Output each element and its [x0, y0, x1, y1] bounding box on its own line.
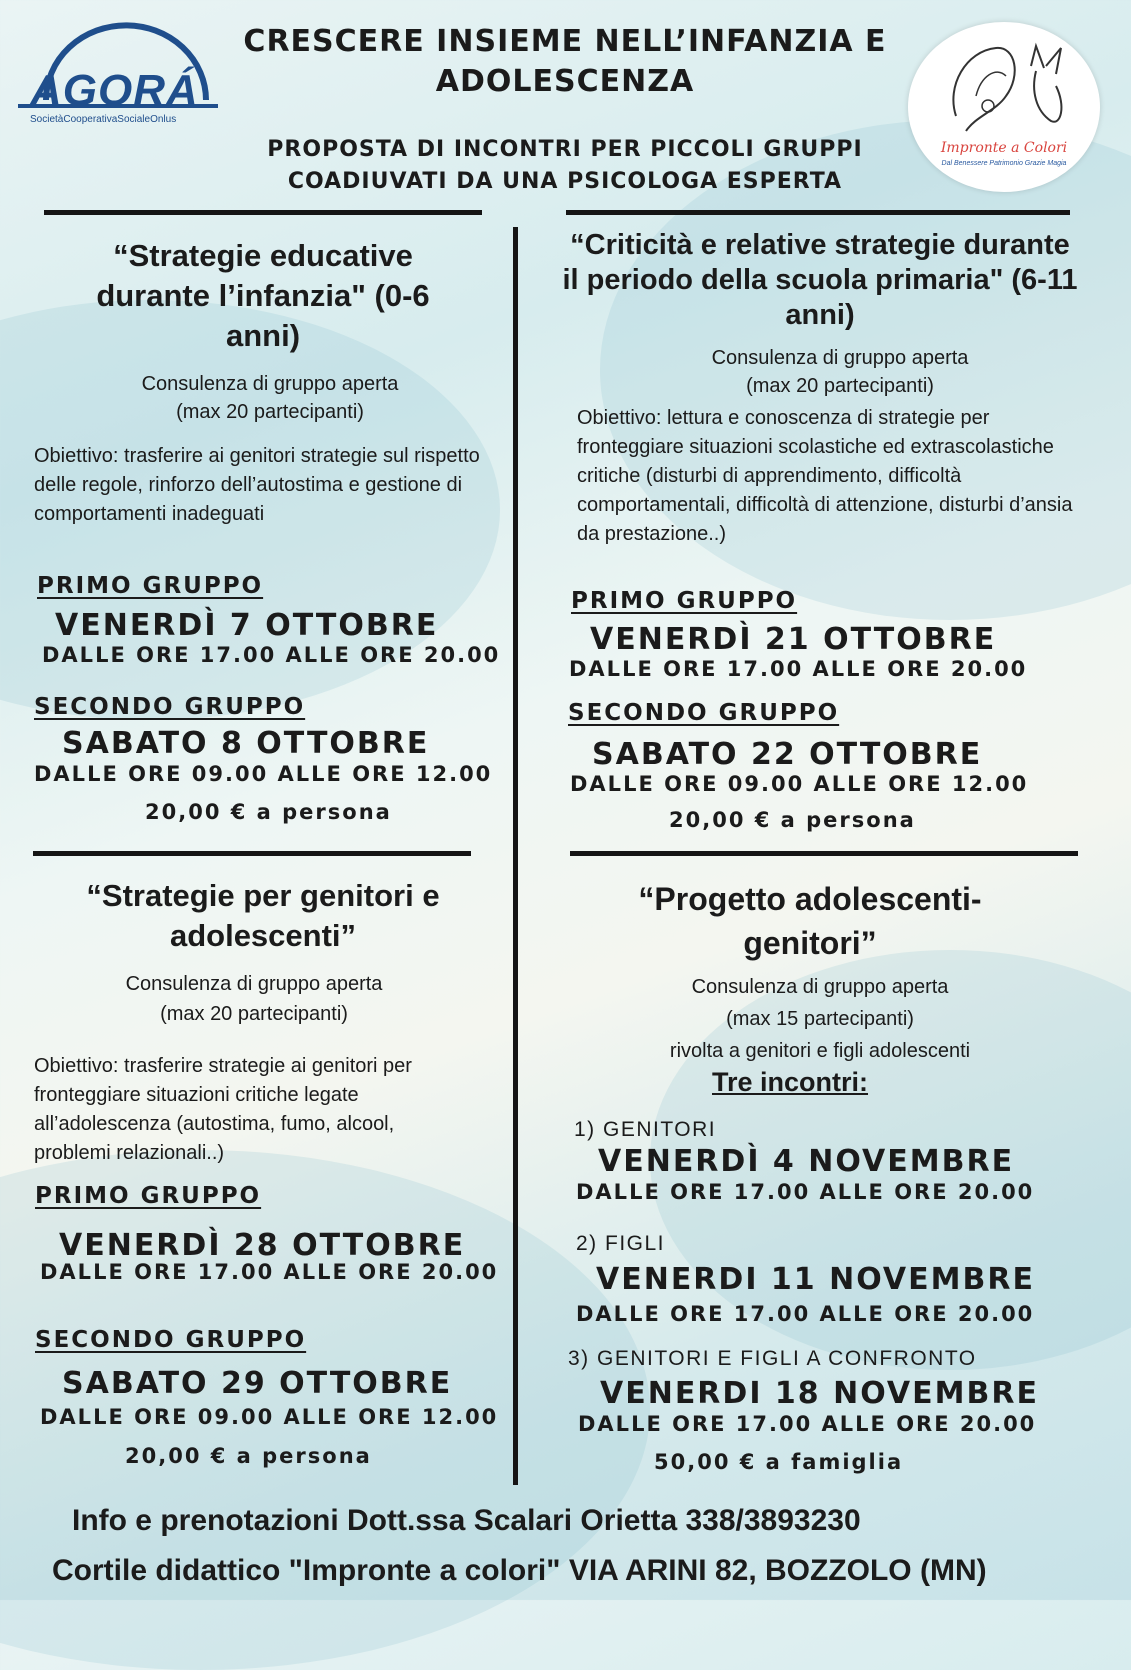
group-hours: DALLE ORE 09.00 ALLE ORE 12.00	[40, 1405, 499, 1429]
section-consult: Consulenza di gruppo aperta	[691, 976, 949, 998]
meeting-day: VENERDÌ 4 NOVEMBRE	[598, 1144, 1015, 1179]
meeting-label: 1) GENITORI	[574, 1118, 717, 1141]
group-label-primo: PRIMO GRUPPO	[37, 573, 264, 599]
divider-top-right	[566, 210, 1070, 215]
group-day: VENERDÌ 28 OTTOBRE	[59, 1228, 466, 1263]
page-title: CRESCERE INSIEME NELL’INFANZIA E ADOLESCENZA	[243, 24, 887, 99]
meeting-hours: DALLE ORE 17.00 ALLE ORE 20.00	[576, 1302, 1035, 1326]
section-title: “Strategie per genitori e adolescenti”	[86, 878, 440, 953]
price: 20,00 € a persona	[145, 800, 392, 824]
horse-donkey-icon	[936, 36, 1076, 136]
group-hours: DALLE ORE 09.00 ALLE ORE 12.00	[34, 762, 493, 786]
section-target: rivolta a genitori e figli adolescenti	[669, 1040, 971, 1062]
section-title: “Strategie educative durante l’infanzia" (0-6 anni)	[96, 238, 430, 353]
meetings-label: Tre incontri:	[712, 1067, 869, 1097]
group-day: SABATO 22 OTTOBRE	[592, 737, 983, 772]
footer-info: Info e prenotazioni Dott.ssa Scalari Orietta 338/3893230	[72, 1504, 861, 1537]
page-subtitle-line2: COADIUVATI DA UNA PSICOLOGA ESPERTA	[287, 169, 843, 194]
price: 20,00 € a persona	[125, 1444, 372, 1468]
section-max-participants: (max 20 partecipanti)	[746, 375, 934, 397]
meeting-label: 3) GENITORI E FIGLI A CONFRONTO	[568, 1347, 977, 1370]
divider-mid-left	[33, 851, 471, 856]
section-consult: Consulenza di gruppo aperta	[711, 347, 969, 369]
divider-mid-right	[570, 851, 1078, 856]
group-hours: DALLE ORE 17.00 ALLE ORE 20.00	[42, 643, 501, 667]
section-consult: Consulenza di gruppo aperta	[125, 973, 383, 995]
group-day: VENERDÌ 7 OTTOBRE	[55, 608, 439, 643]
section-title: “Criticità e relative strategie durante il periodo della scuola primaria" (6-11 anni)	[562, 229, 1078, 331]
group-day: VENERDÌ 21 OTTOBRE	[590, 622, 997, 657]
section-title: “Progetto adolescenti-genitori”	[638, 881, 982, 961]
group-label-secondo: SECONDO GRUPPO	[568, 700, 840, 726]
section-max-participants: (max 20 partecipanti)	[176, 401, 364, 423]
page-subtitle-line1: PROPOSTA DI INCONTRI PER PICCOLI GRUPPI	[267, 137, 863, 162]
section-max-participants: (max 15 partecipanti)	[726, 1008, 914, 1030]
divider-top-left	[44, 210, 482, 215]
group-hours: DALLE ORE 17.00 ALLE ORE 20.00	[40, 1260, 499, 1284]
section-objective: Obiettivo: trasferire ai genitori strategie sul rispetto delle regole, rinforzo dell’autostima e gestione di comportamenti inadeguati	[34, 445, 480, 525]
price: 50,00 € a famiglia	[654, 1450, 904, 1474]
meeting-hours: DALLE ORE 17.00 ALLE ORE 20.00	[576, 1180, 1035, 1204]
agora-logo-tagline: SocietàCooperativaSocialeOnlus	[30, 114, 177, 125]
price: 20,00 € a persona	[669, 808, 916, 832]
section-consult: Consulenza di gruppo aperta	[141, 373, 399, 395]
agora-logo-name: AGORÁ	[30, 66, 199, 115]
group-label-secondo: SECONDO GRUPPO	[34, 694, 306, 720]
impronte-logo-tagline: Dal Benessere Patrimonio Grazie Magia	[941, 160, 1067, 167]
section-objective: Obiettivo: trasferire strategie ai genitori per fronteggiare situazioni critiche legate all’adolescenza (autostima, fumo, alcool, problemi relazionali..)	[34, 1055, 412, 1164]
meeting-day: VENERDI 11 NOVEMBRE	[596, 1262, 1035, 1297]
group-day: SABATO 8 OTTOBRE	[62, 726, 430, 761]
impronte-logo	[908, 22, 1100, 192]
meeting-day: VENERDI 18 NOVEMBRE	[600, 1376, 1039, 1411]
section-max-participants: (max 20 partecipanti)	[160, 1003, 348, 1025]
group-label-secondo: SECONDO GRUPPO	[35, 1327, 307, 1353]
group-label-primo: PRIMO GRUPPO	[35, 1183, 262, 1209]
footer-address: Cortile didattico "Impronte a colori" VIA ARINI 82, BOZZOLO (MN)	[52, 1554, 987, 1587]
section-objective: Obiettivo: lettura e conoscenza di strategie per fronteggiare situazioni scolastiche ed extrascolastiche critiche (disturbi di apprendimento, difficoltà comportamentali, difficoltà di attenzione, disturbi d’ansia da prestazione..)	[577, 407, 1073, 545]
meeting-label: 2) FIGLI	[576, 1232, 666, 1255]
agora-logo	[16, 22, 226, 132]
group-label-primo: PRIMO GRUPPO	[571, 588, 798, 614]
impronte-logo-name: Impronte a Colori	[940, 140, 1068, 156]
divider-vertical	[513, 227, 518, 1485]
group-hours: DALLE ORE 09.00 ALLE ORE 12.00	[570, 772, 1029, 796]
meeting-hours: DALLE ORE 17.00 ALLE ORE 20.00	[578, 1412, 1037, 1436]
group-hours: DALLE ORE 17.00 ALLE ORE 20.00	[569, 657, 1028, 681]
group-day: SABATO 29 OTTOBRE	[62, 1366, 453, 1401]
